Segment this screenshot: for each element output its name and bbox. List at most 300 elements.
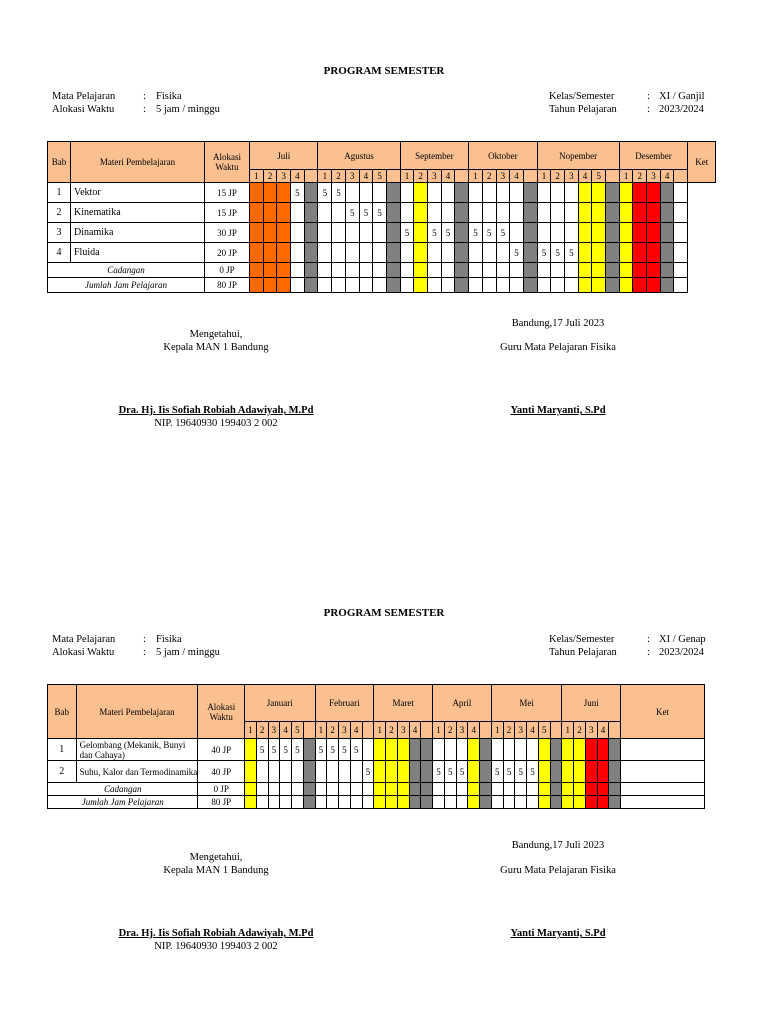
week-cell: [400, 183, 414, 203]
alokasi-value: 15 JP: [205, 183, 250, 203]
week-cell: [551, 263, 565, 278]
week-cell: [332, 223, 346, 243]
kepala-nip: NIP. 19640930 199403 2 002: [154, 941, 278, 952]
header-week: 3: [456, 722, 468, 739]
guru-title: Guru Mata Pelajaran Fisika: [500, 342, 616, 353]
week-cell: [315, 783, 327, 796]
schedule-table: [47, 141, 716, 293]
ket-cell: [674, 243, 688, 263]
week-cell: [537, 203, 551, 223]
header-week: 1: [537, 170, 551, 183]
week-cell: [409, 796, 421, 809]
header-week: 1: [374, 722, 386, 739]
week-cell: [633, 223, 647, 243]
week-cell: [397, 739, 409, 761]
week-cell: [291, 243, 305, 263]
week-cell: [428, 203, 442, 223]
week-cell: [386, 796, 398, 809]
header-week: 3: [515, 722, 527, 739]
week-cell: [469, 263, 483, 278]
table-row: [48, 278, 716, 293]
tahun-label: Tahun Pelajaran: [549, 647, 617, 658]
bab-number: 4: [48, 243, 71, 263]
colon: :: [143, 104, 146, 115]
week-cell: [441, 183, 455, 203]
header-bab: Bab: [48, 685, 77, 739]
week-cell: [303, 739, 315, 761]
week-cell: [250, 203, 264, 223]
week-cell: [510, 223, 524, 243]
week-cell: [482, 263, 496, 278]
week-hours: 5: [515, 761, 527, 783]
week-cell: [304, 203, 318, 223]
week-cell: [592, 278, 606, 293]
week-cell: [503, 739, 515, 761]
week-cell: [592, 223, 606, 243]
week-cell: [633, 278, 647, 293]
week-cell: [345, 278, 359, 293]
mengetahui: [116, 328, 316, 354]
week-cell: [345, 183, 359, 203]
week-cell: [428, 278, 442, 293]
colon: :: [647, 634, 650, 645]
week-cell: [339, 761, 351, 783]
week-cell: [263, 203, 277, 223]
week-hours: 5: [256, 739, 268, 761]
week-cell: [597, 796, 609, 809]
week-cell: [578, 278, 592, 293]
week-cell: [562, 761, 574, 783]
header-week: 3: [496, 170, 510, 183]
week-hours: 5: [400, 223, 414, 243]
header-week: 4: [359, 170, 373, 183]
header-alokasi: Alokasi Waktu: [205, 142, 250, 183]
week-cell: [400, 203, 414, 223]
week-cell: [469, 203, 483, 223]
week-cell: [496, 243, 510, 263]
meta-right: [549, 90, 705, 116]
header-week: 2: [482, 170, 496, 183]
week-cell: [339, 783, 351, 796]
week-cell: [606, 183, 620, 203]
schedule-table: [47, 684, 705, 809]
header-week: 4: [510, 170, 524, 183]
week-hours: 5: [527, 761, 539, 783]
week-cell: [250, 243, 264, 263]
week-cell: [421, 796, 433, 809]
materi-name: Dinamika: [71, 223, 205, 243]
week-cell: [455, 183, 469, 203]
week-cell: [277, 263, 291, 278]
week-cell: [250, 278, 264, 293]
week-cell: [359, 278, 373, 293]
week-cell: [503, 796, 515, 809]
week-cell: [609, 783, 621, 796]
week-cell: [263, 278, 277, 293]
header-week: 2: [503, 722, 515, 739]
kelas-value: XI / Genap: [659, 634, 706, 645]
week-cell: [400, 278, 414, 293]
week-cell: [277, 278, 291, 293]
week-cell: [574, 783, 586, 796]
week-cell: [268, 796, 280, 809]
header-week: 5: [373, 170, 387, 183]
week-cell: [551, 183, 565, 203]
week-cell: [441, 203, 455, 223]
week-cell: [564, 278, 578, 293]
kepala-signature: [86, 927, 346, 953]
week-cell: [280, 783, 292, 796]
week-cell: [469, 243, 483, 263]
header-week: 3: [397, 722, 409, 739]
week-cell: [421, 783, 433, 796]
week-cell: [263, 223, 277, 243]
mapel-value: Fisika: [156, 634, 182, 645]
week-cell: [578, 263, 592, 278]
header-week: 1: [469, 170, 483, 183]
summary-label: Jumlah Jam Pelajaran: [48, 796, 198, 809]
week-cell: [515, 783, 527, 796]
week-cell: [606, 243, 620, 263]
week-cell: [373, 223, 387, 243]
week-cell: [510, 263, 524, 278]
mapel-label: Mata Pelajaran: [52, 91, 116, 102]
guru-name: Yanti Maryanti, S.Pd: [510, 405, 606, 416]
week-cell: [537, 183, 551, 203]
ket-cell: [674, 278, 688, 293]
week-hours: 5: [482, 223, 496, 243]
alokasi-value: 5 jam / minggu: [156, 104, 220, 115]
table-row: [48, 223, 716, 243]
week-cell: [619, 278, 633, 293]
week-cell: [292, 783, 304, 796]
table-row: [48, 783, 705, 796]
guru-signature: [470, 404, 646, 417]
summary-label: Cadangan: [48, 263, 205, 278]
alokasi-label: Alokasi Waktu: [52, 647, 115, 658]
meta-right: [549, 633, 706, 659]
kelas-label: Kelas/Semester: [549, 634, 615, 645]
week-cell: [523, 278, 537, 293]
week-cell: [332, 203, 346, 223]
header-week: 1: [400, 170, 414, 183]
week-hours: 5: [345, 203, 359, 223]
header-week-spacer: [674, 170, 688, 183]
week-cell: [585, 796, 597, 809]
week-cell: [538, 783, 550, 796]
colon: :: [143, 647, 146, 658]
doc-title: PROGRAM SEMESTER: [323, 607, 445, 619]
week-hours: 5: [503, 761, 515, 783]
ket-cell: [674, 203, 688, 223]
week-cell: [332, 278, 346, 293]
week-cell: [482, 183, 496, 203]
kepala-title: Kepala MAN 1 Bandung: [163, 865, 269, 876]
table-row: [48, 183, 716, 203]
week-cell: [350, 783, 362, 796]
mengetahui-text: Mengetahui,: [189, 329, 243, 340]
mengetahui: [116, 851, 316, 877]
header-month: Maret: [374, 685, 433, 722]
week-cell: [510, 183, 524, 203]
kelas-value: XI / Ganjil: [659, 91, 705, 102]
week-cell: [527, 783, 539, 796]
header-week: 4: [597, 722, 609, 739]
week-cell: [250, 223, 264, 243]
week-cell: [291, 203, 305, 223]
week-hours: 5: [291, 183, 305, 203]
week-cell: [455, 263, 469, 278]
week-cell: [515, 739, 527, 761]
week-cell: [647, 183, 661, 203]
week-cell: [303, 796, 315, 809]
week-hours: 5: [350, 739, 362, 761]
week-cell: [468, 739, 480, 761]
header-week: 3: [345, 170, 359, 183]
week-cell: [397, 783, 409, 796]
week-cell: [386, 223, 400, 243]
bab-number: 1: [48, 183, 71, 203]
summary-label: Cadangan: [48, 783, 198, 796]
week-cell: [515, 796, 527, 809]
week-cell: [327, 796, 339, 809]
week-cell: [362, 739, 374, 761]
header-week: 2: [414, 170, 428, 183]
week-cell: [414, 243, 428, 263]
week-cell: [551, 278, 565, 293]
week-cell: [256, 761, 268, 783]
week-cell: [660, 183, 674, 203]
week-cell: [609, 739, 621, 761]
header-month: Mei: [491, 685, 562, 722]
week-cell: [647, 243, 661, 263]
week-cell: [318, 203, 332, 223]
week-cell: [647, 223, 661, 243]
week-cell: [374, 796, 386, 809]
bab-number: 2: [48, 203, 71, 223]
week-hours: 5: [339, 739, 351, 761]
header-week: 2: [386, 722, 398, 739]
week-cell: [421, 739, 433, 761]
week-cell: [386, 761, 398, 783]
alokasi-value: 40 JP: [198, 739, 245, 761]
week-cell: [585, 739, 597, 761]
week-cell: [491, 796, 503, 809]
kepala-nip: NIP. 19640930 199403 2 002: [154, 418, 278, 429]
week-cell: [345, 263, 359, 278]
week-cell: [345, 223, 359, 243]
week-cell: [562, 739, 574, 761]
kepala-name: Dra. Hj. Iis Sofiah Robiah Adawiyah, M.Pd: [118, 405, 314, 416]
header-week-spacer: [386, 170, 400, 183]
week-cell: [409, 739, 421, 761]
header-week: 4: [468, 722, 480, 739]
week-cell: [373, 263, 387, 278]
kepala-title: Kepala MAN 1 Bandung: [163, 342, 269, 353]
week-cell: [538, 796, 550, 809]
week-cell: [277, 243, 291, 263]
header-week-spacer: [523, 170, 537, 183]
alokasi-value: 80 JP: [198, 796, 245, 809]
week-cell: [414, 203, 428, 223]
week-cell: [359, 243, 373, 263]
header-row: [48, 142, 716, 170]
week-cell: [538, 761, 550, 783]
bab-number: 3: [48, 223, 71, 243]
week-cell: [263, 243, 277, 263]
week-cell: [441, 263, 455, 278]
week-cell: [619, 223, 633, 243]
week-hours: 5: [496, 223, 510, 243]
week-cell: [660, 243, 674, 263]
week-cell: [455, 203, 469, 223]
week-cell: [386, 278, 400, 293]
kepala-signature: [86, 404, 346, 430]
header-week: 4: [350, 722, 362, 739]
header-week-spacer: [421, 722, 433, 739]
header-month: Nopember: [537, 142, 619, 170]
week-cell: [482, 203, 496, 223]
week-cell: [592, 203, 606, 223]
week-cell: [304, 183, 318, 203]
week-cell: [414, 278, 428, 293]
ket-cell: [621, 761, 705, 783]
header-week: 3: [585, 722, 597, 739]
week-cell: [537, 263, 551, 278]
header-week: 4: [291, 170, 305, 183]
week-cell: [374, 783, 386, 796]
week-cell: [585, 783, 597, 796]
week-cell: [397, 761, 409, 783]
week-cell: [550, 783, 562, 796]
alokasi-value: 20 JP: [205, 243, 250, 263]
alokasi-value: 5 jam / minggu: [156, 647, 220, 658]
header-month: Februari: [315, 685, 374, 722]
week-hours: 5: [373, 203, 387, 223]
week-cell: [480, 761, 492, 783]
week-cell: [327, 783, 339, 796]
header-alokasi: Alokasi Waktu: [198, 685, 245, 739]
week-cell: [496, 263, 510, 278]
week-cell: [597, 783, 609, 796]
mapel-value: Fisika: [156, 91, 182, 102]
week-hours: 5: [433, 761, 445, 783]
alokasi-value: 40 JP: [198, 761, 245, 783]
header-week: 4: [409, 722, 421, 739]
week-cell: [444, 796, 456, 809]
mengetahui-text: Mengetahui,: [189, 852, 243, 863]
materi-name: Kinematika: [71, 203, 205, 223]
week-cell: [551, 203, 565, 223]
week-cell: [428, 263, 442, 278]
week-cell: [523, 223, 537, 243]
week-cell: [592, 183, 606, 203]
week-cell: [280, 761, 292, 783]
colon: :: [647, 647, 650, 658]
week-cell: [444, 783, 456, 796]
week-cell: [527, 739, 539, 761]
week-cell: [250, 183, 264, 203]
header-week: 5: [592, 170, 606, 183]
header-week: 1: [433, 722, 445, 739]
tahun-label: Tahun Pelajaran: [549, 104, 617, 115]
week-cell: [441, 278, 455, 293]
week-cell: [469, 278, 483, 293]
week-cell: [550, 739, 562, 761]
week-cell: [633, 243, 647, 263]
header-month: Januari: [245, 685, 316, 722]
table-row: [48, 761, 705, 783]
week-cell: [619, 203, 633, 223]
week-cell: [619, 243, 633, 263]
header-week-spacer: [455, 170, 469, 183]
week-cell: [256, 796, 268, 809]
week-cell: [304, 223, 318, 243]
week-hours: 5: [332, 183, 346, 203]
week-hours: 5: [280, 739, 292, 761]
week-cell: [339, 796, 351, 809]
week-cell: [537, 278, 551, 293]
week-cell: [482, 243, 496, 263]
week-cell: [444, 739, 456, 761]
ket-cell: [674, 183, 688, 203]
week-cell: [245, 739, 257, 761]
week-cell: [318, 223, 332, 243]
colon: :: [143, 91, 146, 102]
header-week-spacer: [304, 170, 318, 183]
header-month: Juni: [562, 685, 621, 722]
week-cell: [551, 223, 565, 243]
week-cell: [619, 263, 633, 278]
week-cell: [250, 263, 264, 278]
week-cell: [433, 783, 445, 796]
week-cell: [263, 183, 277, 203]
week-cell: [491, 739, 503, 761]
week-cell: [550, 796, 562, 809]
materi-name: Gelombang (Mekanik, Bunyi dan Cahaya): [76, 739, 198, 761]
week-cell: [421, 761, 433, 783]
week-cell: [609, 796, 621, 809]
week-cell: [480, 783, 492, 796]
week-cell: [433, 739, 445, 761]
alokasi-value: 0 JP: [198, 783, 245, 796]
week-cell: [362, 783, 374, 796]
week-hours: 5: [428, 223, 442, 243]
week-cell: [268, 783, 280, 796]
week-hours: 5: [537, 243, 551, 263]
header-month: Agustus: [318, 142, 400, 170]
materi-name: Vektor: [71, 183, 205, 203]
week-cell: [510, 278, 524, 293]
week-cell: [345, 243, 359, 263]
header-week: 1: [318, 170, 332, 183]
week-cell: [414, 223, 428, 243]
ket-cell: [674, 263, 688, 278]
week-cell: [592, 243, 606, 263]
week-cell: [538, 739, 550, 761]
tahun-value: 2023/2024: [659, 104, 704, 115]
week-cell: [633, 263, 647, 278]
week-cell: [318, 278, 332, 293]
week-cell: [315, 761, 327, 783]
week-cell: [482, 278, 496, 293]
week-cell: [469, 183, 483, 203]
header-week: 3: [428, 170, 442, 183]
week-cell: [263, 263, 277, 278]
materi-name: Suhu, Kalor dan Termodinamika: [76, 761, 198, 783]
week-cell: [592, 263, 606, 278]
week-cell: [647, 263, 661, 278]
